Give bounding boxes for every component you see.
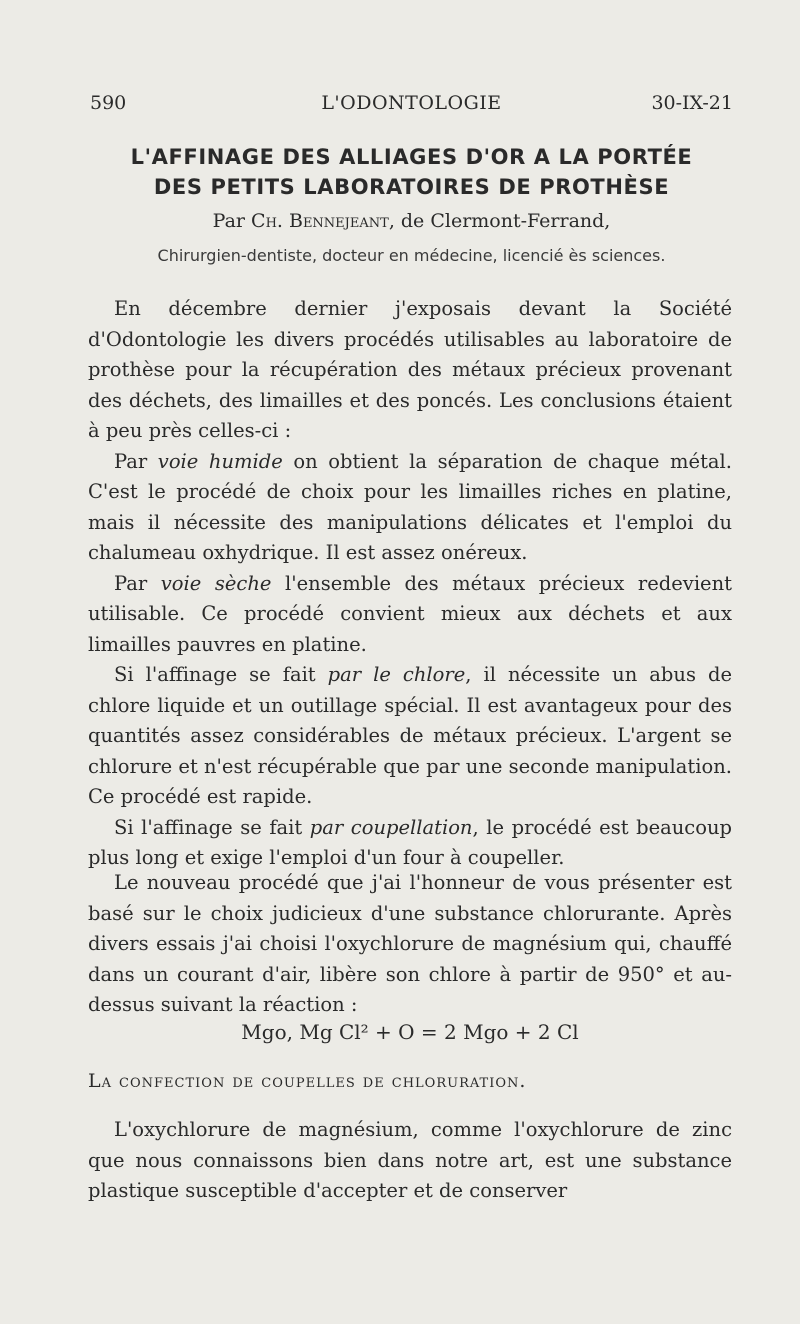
paragraph-4-text: , il nécessite un abus de chlore liquide et un outillage spécial. Il est avantageux pour des quantités assez considérables de métaux précieux. L'argent se chlorure et n'est récupérable que par une seconde manipulation. Ce procédé est rapide. [88,663,733,808]
body-block-3 [88,1115,732,1207]
byline [90,210,733,232]
byline-prefix: Par [212,210,245,232]
running-header [90,92,733,116]
paragraph-1: En décembre dernier j'exposais devant la Société d'Odontologie les divers procédés utilisables au laboratoire de prothèse pour la récupération des métaux précieux provenant des déchets, des limailles et des poncés. Les conclusions étaient à peu près celles-ci : [88,297,732,442]
paragraph-3-text: Par [114,571,161,595]
paragraph-3-text: l'ensemble des métaux précieux redevient utilisable. Ce procédé convient mieux aux déchets et aux limailles pauvres en platine. [88,571,732,656]
paragraph-7: L'oxychlorure de magnésium, comme l'oxychlorure de zinc que nous connaissons bien dans notre art, est une substance plastique susceptible d'accepter et de conserver [88,1118,732,1202]
author-name: Ch. Bennejeant [251,210,389,232]
paragraph-4-text: Si l'affinage se fait [114,663,328,686]
paragraph-5-emphasis: par coupellation [309,815,473,839]
paragraph-5-text: Si l'affinage se fait [114,815,310,839]
paragraph-3 [88,569,732,661]
body-block-2 [88,868,732,1021]
paragraph-6: Le nouveau procédé que j'ai l'honneur de vous présenter est basé sur le choix judicieux d'une substance chlorurante. Après divers essais j'ai choisi l'oxychlorure de magnésium qui, chauffé dans un courant d'air, libère son chlore à partir de 950° et au-dessus suivant la réaction : [88,871,732,1016]
paragraph-2 [88,447,732,569]
title-line-1: L'AFFINAGE DES ALLIAGES D'OR A LA PORTÉE [130,145,693,169]
paragraph-5-text: , le procédé est beaucoup plus long et exige l'emploi d'un four à coupeller. [88,815,733,869]
article-title [90,142,733,202]
byline-suffix: , de Clermont-Ferrand, [388,210,611,232]
paragraph-5 [88,813,732,874]
chemical-formula: Mgo, Mg Cl² + O = 2 Mgo + 2 Cl [241,1020,579,1044]
paragraph-4-emphasis: par le chlore [327,663,466,686]
page-number: 590 [90,92,127,114]
title-line-2: DES PETITS LABORATOIRES DE PROTHÈSE [153,175,670,199]
paragraph-2-emphasis: voie humide [157,449,283,473]
author-credentials: Chirurgien-dentiste, docteur en médecine, licencié ès sciences. [157,246,666,265]
paragraph-4 [88,660,732,813]
body-block-1 [88,294,732,874]
paragraph-2-text: Par [114,449,158,473]
section-heading: La confection de coupelles de chloruration. [88,1070,527,1092]
journal-title: L'ODONTOLOGIE [321,92,502,114]
paragraph-2-text: on obtient la séparation de chaque métal. C'est le procédé de choix pour les limailles riches en platine, mais il nécessite des manipulations délicates et l'emploi du chalumeau oxhydrique. Il est assez onéreux. [88,449,732,564]
issue-date: 30-IX-21 [651,92,733,114]
paragraph-3-emphasis: voie sèche [160,571,272,595]
